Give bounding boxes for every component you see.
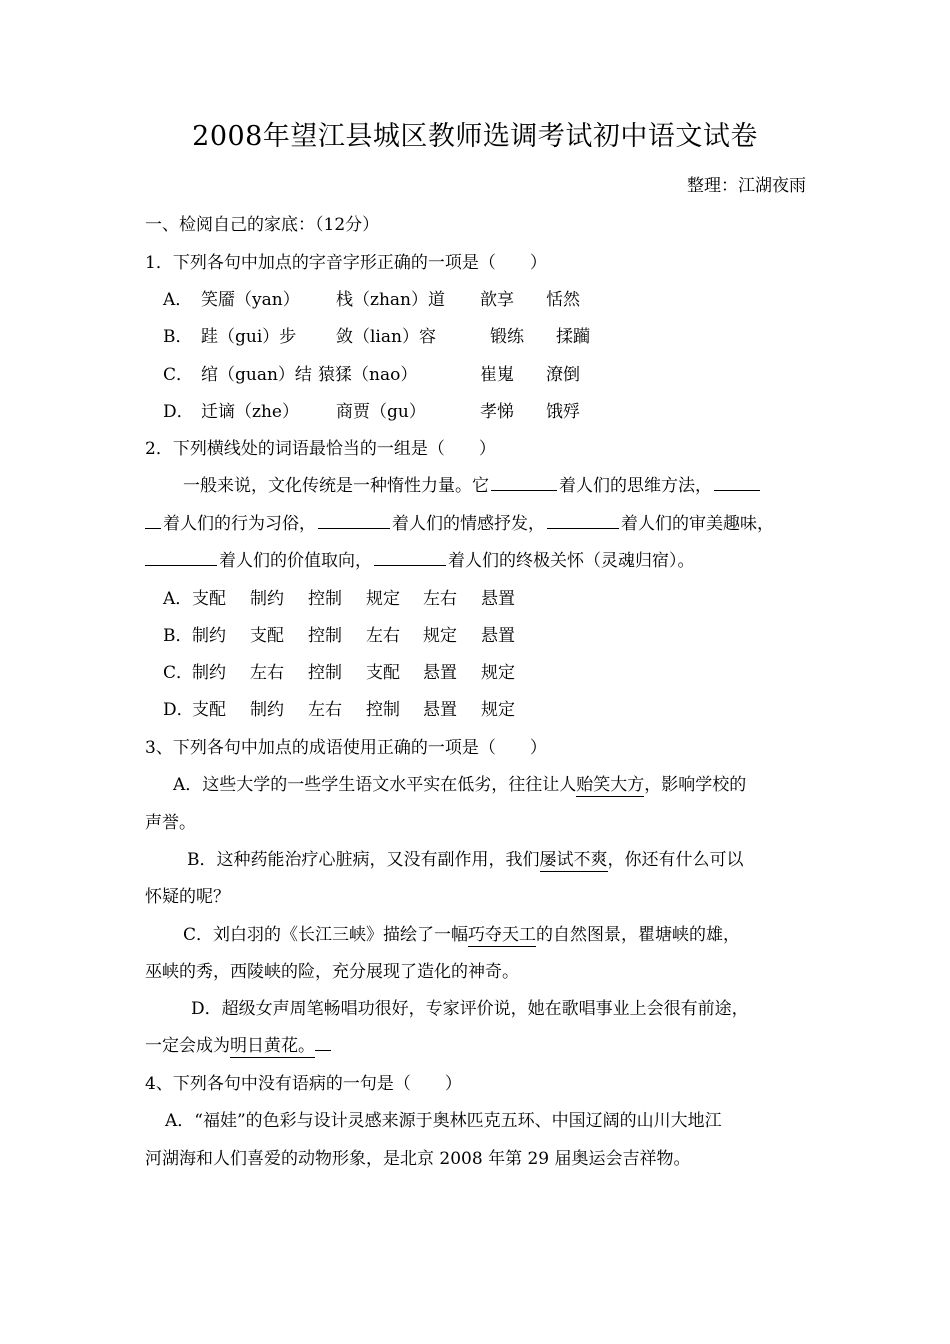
underlined-idiom: 明日黄花。: [230, 1036, 315, 1056]
q1-option-label: A．: [163, 290, 193, 310]
underlined-idiom: 巧夺天工: [468, 925, 537, 945]
section-heading: 一、检阅自己的家底：（12分）: [145, 215, 380, 235]
option-text: ，影响学校的: [644, 775, 747, 795]
q1-option-word: 恬然: [546, 290, 580, 310]
passage-text: 着人们的行为习俗，: [163, 514, 316, 534]
option-text: B．这种药能治疗心脏病，又没有副作用，我们: [187, 850, 540, 870]
option-text: C．刘白羽的《长江三峡》描绘了一幅: [183, 925, 469, 945]
option-text: 一定会成为: [145, 1036, 230, 1056]
q1-option-word: 歆享: [480, 290, 514, 310]
q1-option-word: 崔嵬: [480, 365, 514, 385]
q3-option-c-cont: 巫峡的秀，西陵峡的险，充分展现了造化的神奇。: [145, 962, 519, 982]
option-text: ，你还有什么可以: [607, 850, 744, 870]
q1-option-word: 孝悌: [480, 402, 514, 422]
passage-text: 一般来说，文化传统是一种惰性力量。它: [183, 476, 489, 496]
fill-blank: [714, 472, 760, 491]
fill-blank: [547, 510, 619, 529]
q2-option-word: 制约: [192, 663, 226, 683]
q2-option-word: 支配: [192, 700, 226, 720]
q2-option-word: 悬置: [423, 700, 457, 720]
q1-option-word: 绾（guan）结: [201, 365, 312, 385]
question-2-passage-line: [145, 546, 695, 571]
q3-option-d-cont: [145, 1031, 331, 1056]
option-text: 的自然图景，瞿塘峡的雄，: [536, 925, 741, 945]
q2-option-word: 制约: [192, 626, 226, 646]
q2-option-label: A．: [163, 589, 193, 609]
q2-option-word: 左右: [250, 663, 284, 683]
q2-option-word: 左右: [423, 589, 457, 609]
q2-option-word: 控制: [308, 589, 342, 609]
q2-option-word: 悬置: [423, 663, 457, 683]
q1-option-word: 商贾（gu）: [336, 402, 426, 422]
q2-option-word: 支配: [192, 589, 226, 609]
q2-option-word: 悬置: [481, 589, 515, 609]
q1-option-word: 揉躏: [556, 327, 590, 347]
q2-option-word: 控制: [308, 663, 342, 683]
fill-blank: [374, 547, 446, 566]
q1-option-word: 敛（lian）容: [336, 327, 436, 347]
fill-blank: [491, 472, 557, 491]
q2-option-word: 规定: [366, 589, 400, 609]
passage-text: 着人们的思维方法，: [559, 476, 712, 496]
underlined-idiom: 屡试不爽: [539, 850, 608, 870]
q1-option-word: 笑靥（yan）: [201, 290, 300, 310]
underline-tail: [315, 1032, 331, 1051]
question-3-stem: 3、下列各句中加点的成语使用正确的一项是（ ）: [145, 738, 547, 758]
q2-option-word: 左右: [366, 626, 400, 646]
q2-option-label: D．: [163, 700, 194, 720]
q3-option-b: [187, 845, 744, 870]
q4-option-a-cont: 河湖海和人们喜爱的动物形象，是北京 2008 年第 29 届奥运会吉祥物。: [145, 1149, 691, 1169]
q3-option-a-cont: 声誉。: [145, 813, 196, 833]
question-2-passage-line: [145, 509, 774, 534]
q2-option-word: 悬置: [481, 626, 515, 646]
passage-text: 着人们的审美趣味，: [621, 514, 774, 534]
option-text: A．这些大学的一些学生语文水平实在低劣，往往让人: [173, 775, 577, 795]
q1-option-word: 潦倒: [546, 365, 580, 385]
q3-option-c: [183, 920, 740, 945]
fill-blank: [145, 547, 217, 566]
q3-option-d: D．超级女声周笔畅唱功很好，专家评价说，她在歌唱事业上会很有前途，: [191, 999, 749, 1019]
q2-option-word: 规定: [481, 700, 515, 720]
passage-text: 着人们的终极关怀（灵魂归宿）。: [448, 551, 695, 571]
q2-option-word: 规定: [423, 626, 457, 646]
q1-option-label: D．: [163, 402, 194, 422]
passage-text: 着人们的情感抒发，: [392, 514, 545, 534]
q1-option-word: 锻练: [490, 327, 524, 347]
q2-option-word: 控制: [366, 700, 400, 720]
page-title: 2008年望江县城区教师选调考试初中语文试卷: [192, 121, 758, 152]
q1-option-word: 迁谪（zhe）: [201, 402, 299, 422]
q1-option-word: 饿殍: [546, 402, 580, 422]
q2-option-word: 制约: [250, 589, 284, 609]
q4-option-a: A．“福娃”的色彩与设计灵感来源于奥林匹克五环、中国辽阔的山川大地江: [165, 1111, 722, 1131]
q2-option-label: B．: [163, 626, 193, 646]
fill-blank: [318, 510, 390, 529]
passage-text: 着人们的价值取向，: [219, 551, 372, 571]
q1-option-label: C．: [163, 365, 194, 385]
question-4-stem: 4、下列各句中没有语病的一句是（ ）: [145, 1074, 462, 1094]
q3-option-a: [173, 770, 746, 795]
question-2-passage-line: [183, 471, 762, 496]
question-1-stem: 1．下列各句中加点的字音字形正确的一项是（ ）: [145, 253, 547, 273]
fill-blank: [145, 510, 161, 529]
q2-option-word: 规定: [481, 663, 515, 683]
question-2-stem: 2．下列横线处的词语最恰当的一组是（ ）: [145, 439, 496, 459]
compiler-credit: 整理：江湖夜雨: [687, 176, 806, 196]
q2-option-word: 支配: [366, 663, 400, 683]
q2-option-word: 制约: [250, 700, 284, 720]
q1-option-word: 栈（zhan）道: [336, 290, 445, 310]
q1-option-word: 猿猱（nao）: [318, 365, 418, 385]
q2-option-word: 支配: [250, 626, 284, 646]
underlined-idiom: 贻笑大方: [576, 775, 645, 795]
q2-option-word: 控制: [308, 626, 342, 646]
q1-option-label: B．: [163, 327, 193, 347]
q2-option-label: C．: [163, 663, 194, 683]
q2-option-word: 左右: [308, 700, 342, 720]
q1-option-word: 跬（gui）步: [201, 327, 297, 347]
q3-option-b-cont: 怀疑的呢？: [145, 887, 230, 907]
